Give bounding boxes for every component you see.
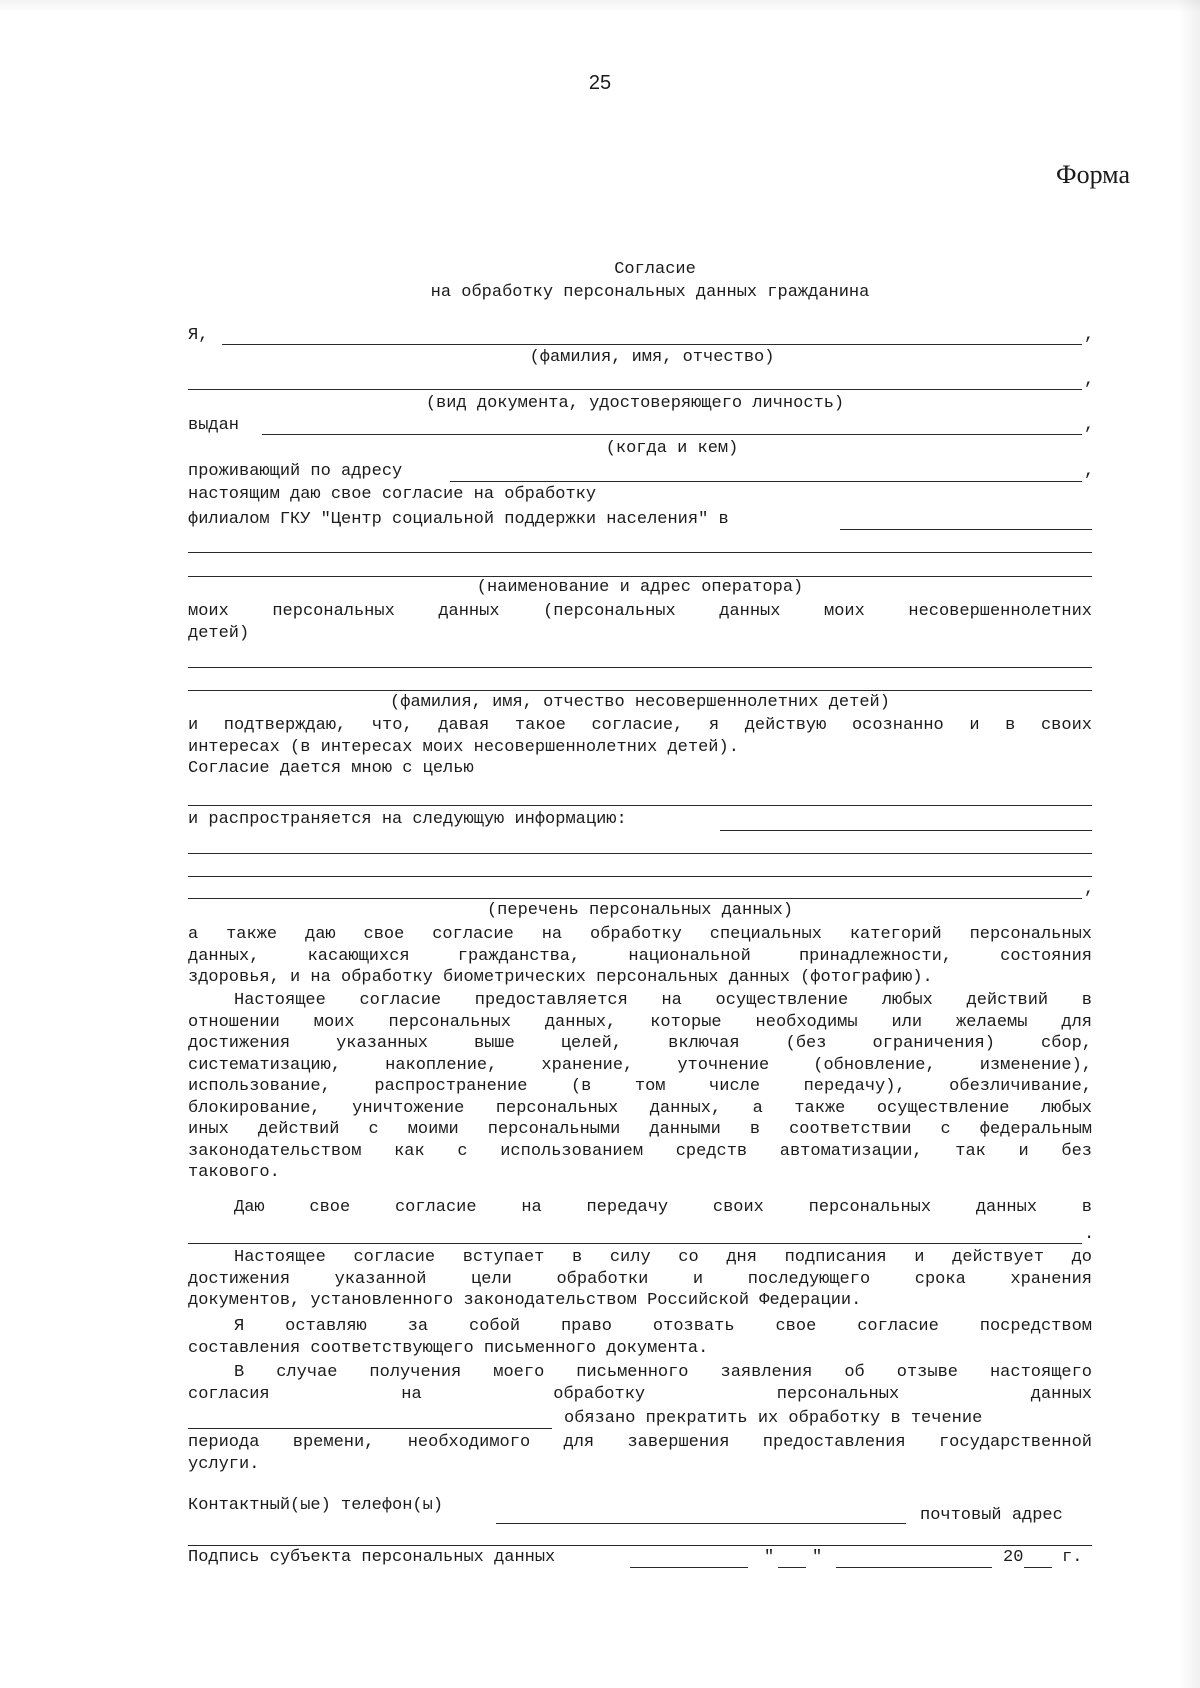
date-quote-open: ": [764, 1548, 775, 1567]
special-line: а также даю свое согласие на обработку специальных категорий персональных: [188, 925, 1092, 944]
document-subtitle: на обработку персональных данных гражданина: [430, 283, 870, 302]
confirm-line: интересах (в интересах моих несовершеннолетних детей).: [188, 737, 739, 757]
actions-line: иных действий с моими персональными данными в соответствии с федеральным: [188, 1120, 1092, 1139]
validity-paragraph: [188, 1247, 1092, 1312]
day-field[interactable]: [778, 1567, 806, 1568]
month-field[interactable]: [836, 1567, 992, 1568]
comma: ,: [1084, 416, 1095, 435]
my-data-line: моих персональных данных (персональных данных моих несовершеннолетних: [188, 602, 1092, 621]
actions-line: Настоящее согласие предоставляется на осуществление любых действий в: [234, 991, 1092, 1010]
validity-line: Настоящее согласие вступает в силу со дня подписания и действует до: [234, 1248, 1092, 1267]
year-prefix: 20: [1003, 1548, 1024, 1567]
address-label: проживающий по адресу: [188, 462, 403, 481]
document-title: Согласие: [614, 260, 696, 279]
info-field-1[interactable]: [720, 830, 1092, 831]
withdraw-rest-line: услуги.: [188, 1454, 260, 1474]
ya-label: Я,: [188, 326, 209, 345]
fio-caption: (фамилия, имя, отчество): [529, 348, 775, 367]
postal-field[interactable]: [188, 1545, 1092, 1546]
withdraw-tail: обязано прекратить их обработку в течение: [564, 1409, 983, 1428]
confirm-line: и подтверждаю, что, давая такое согласие, я действую осознанно и в своих: [188, 716, 1092, 735]
form-label: Форма: [1056, 160, 1130, 189]
withdraw-line: В случае получения моего письменного заявления об отзыве настоящего: [234, 1363, 1092, 1382]
withdraw-rest: [188, 1432, 1092, 1475]
signature-label: Подпись субъекта персональных данных: [188, 1548, 556, 1567]
my-data-line: детей): [188, 623, 250, 643]
actions-line: законодательством как с использованием средств автоматизации, так и без: [188, 1141, 1092, 1161]
actions-line: такового.: [188, 1163, 280, 1182]
issued-field[interactable]: [262, 434, 1082, 435]
fio-field[interactable]: [222, 344, 1082, 345]
comma: ,: [1084, 371, 1095, 390]
address-field[interactable]: [450, 481, 1082, 482]
period: .: [1084, 1225, 1095, 1244]
actions-line: достижения указанных выше целей, включая (без ограничения) сбор,: [188, 1034, 1092, 1053]
my-data-paragraph: [188, 601, 1092, 644]
operator-caption: (наименование и адрес оператора): [476, 578, 804, 597]
info-field-3[interactable]: [188, 876, 1092, 877]
actions-line: отношении моих персональных данных, которые необходимы или желаемы для: [188, 1012, 1092, 1032]
comma: ,: [1084, 880, 1095, 899]
date-quote-close: ": [812, 1548, 823, 1567]
transfer-line: Даю свое согласие на передачу своих персональных данных в: [234, 1198, 1092, 1217]
issued-label: выдан: [188, 416, 240, 435]
special-line: здоровья, и на обработку биометрических персональных данных (фотографию).: [188, 968, 933, 987]
page-number: 25: [588, 72, 612, 94]
postal-label: почтовый адрес: [920, 1506, 1063, 1525]
document-field[interactable]: [188, 389, 1082, 390]
issued-caption: (когда и кем): [605, 439, 739, 458]
withdraw-line: согласия на обработку персональных данных: [188, 1384, 1092, 1404]
phone-field[interactable]: [496, 1523, 906, 1524]
purpose-field[interactable]: [188, 805, 1092, 806]
branch-city-field[interactable]: [840, 529, 1092, 530]
transfer-paragraph: [188, 1197, 1092, 1219]
info-field-2[interactable]: [188, 853, 1092, 854]
info-field-4[interactable]: [188, 898, 1082, 899]
operator-name-field[interactable]: [188, 1428, 552, 1429]
document-caption: (вид документа, удостоверяющего личность): [425, 394, 845, 413]
actions-line: использование, распространение (в том числе передачу), обезличивание,: [188, 1077, 1092, 1096]
confirm-paragraph: [188, 715, 1092, 780]
operator-field-2[interactable]: [188, 576, 1092, 577]
branch-text: филиалом ГКУ "Центр социальной поддержки населения" в: [188, 510, 729, 529]
transfer-recipient-field[interactable]: [188, 1243, 1082, 1244]
list-caption: (перечень персональных данных): [486, 901, 794, 920]
scan-shadow-right: [1178, 0, 1200, 1688]
withdraw-rest-line: периода времени, необходимого для завершения предоставления государственной: [188, 1433, 1092, 1452]
children-field-2[interactable]: [188, 690, 1092, 691]
actions-line: блокирование, уничтожение персональных данных, а также осуществление любых: [188, 1098, 1092, 1118]
validity-line: достижения указанной цели обработки и последующего срока хранения: [188, 1269, 1092, 1289]
revoke-paragraph: [188, 1316, 1092, 1359]
children-field-1[interactable]: [188, 667, 1092, 668]
operator-field-1[interactable]: [188, 552, 1092, 553]
special-line: данных, касающихся гражданства, национальной принадлежности, состояния: [188, 946, 1092, 966]
children-caption: (фамилия, имя, отчество несовершеннолетних детей): [390, 693, 890, 712]
info-label: и распространяется на следующую информацию:: [188, 810, 627, 829]
actions-paragraph: [188, 990, 1092, 1184]
comma: ,: [1084, 326, 1095, 345]
phone-label: Контактный(ые) телефон(ы): [188, 1496, 444, 1515]
validity-line: документов, установленного законодательством Российской Федерации.: [188, 1291, 862, 1310]
withdraw-paragraph: [188, 1362, 1092, 1405]
year-field[interactable]: [1024, 1567, 1052, 1568]
special-paragraph: [188, 924, 1092, 989]
revoke-line: составления соответствующего письменного документа.: [188, 1338, 709, 1358]
signature-field[interactable]: [630, 1567, 748, 1568]
scan-shadow-top: [0, 0, 1200, 12]
actions-line: систематизацию, накопление, хранение, уточнение (обновление, изменение),: [188, 1055, 1092, 1075]
consent-text: настоящим даю свое согласие на обработку: [188, 485, 597, 504]
purpose-label: Согласие дается мною с целью: [188, 759, 474, 778]
revoke-line: Я оставляю за собой право отозвать свое согласие посредством: [234, 1317, 1092, 1336]
year-suffix: г.: [1062, 1548, 1083, 1567]
comma: ,: [1084, 462, 1095, 481]
